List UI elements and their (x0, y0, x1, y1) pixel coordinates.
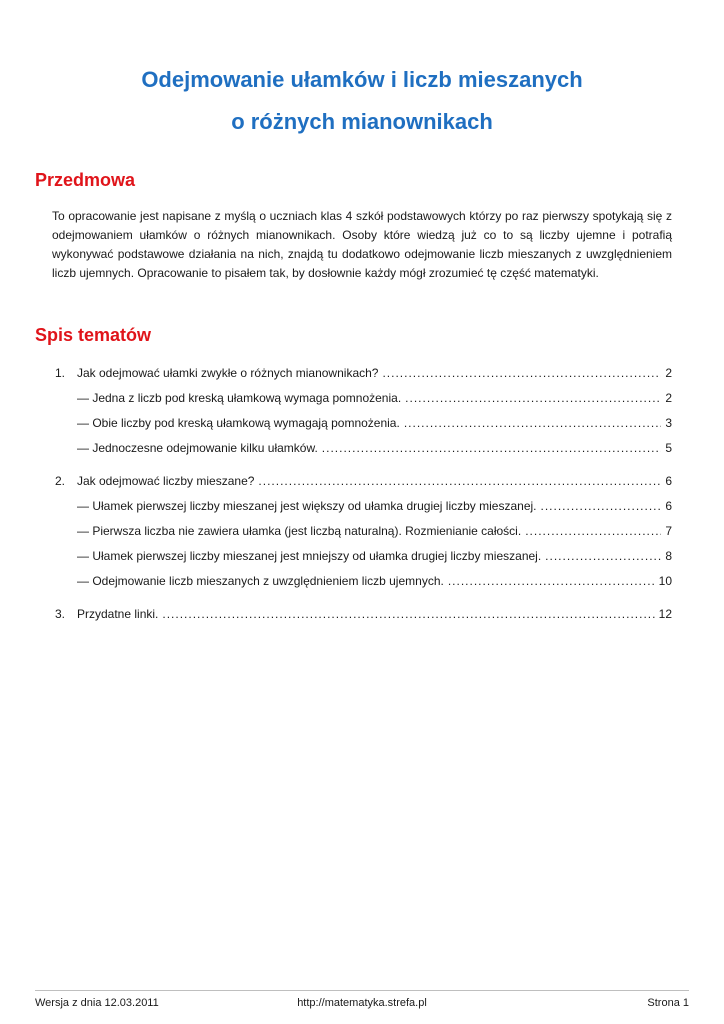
toc-entry-page: 8 (665, 549, 672, 563)
toc-entry-sub[interactable] (55, 496, 672, 521)
toc-dot-leader (405, 388, 661, 408)
footer-version: Wersja z dnia 12.03.2011 (35, 997, 159, 1009)
toc-entry-text: — Jednoczesne odejmowanie kilku ułamków. (77, 441, 318, 455)
toc-entry-text: Jak odejmować ułamki zwykłe o różnych mianownikach? (77, 366, 379, 380)
toc-entry-page: 6 (665, 474, 672, 488)
toc-entry-sub[interactable] (55, 388, 672, 413)
toc-dot-leader (162, 604, 654, 624)
toc-dot-leader (258, 471, 661, 491)
toc-dot-leader (541, 496, 662, 516)
toc-entry-page: 7 (665, 524, 672, 538)
table-of-contents (55, 363, 672, 629)
toc-dot-leader (322, 438, 662, 458)
toc-entry-text: Jak odejmować liczby mieszane? (77, 474, 255, 488)
preface-heading: Przedmowa (35, 170, 136, 190)
toc-entry-page: 2 (665, 391, 672, 405)
toc-entry-text: — Ułamek pierwszej liczby mieszanej jest mniejszy od ułamka drugiej liczby mieszanej. (77, 549, 542, 563)
toc-dot-leader (525, 521, 661, 541)
toc-dot-leader (382, 363, 661, 383)
toc-entry-text: — Pierwsza liczba nie zawiera ułamka (jest liczbą naturalną). Rozmienianie całości. (77, 524, 522, 538)
document-title-line-1: Odejmowanie ułamków i liczb mieszanych (141, 67, 583, 92)
toc-dot-leader (448, 571, 655, 591)
toc-dot-leader (404, 413, 661, 433)
toc-heading: Spis tematów (35, 325, 152, 345)
toc-dot-leader (545, 546, 661, 566)
toc-entry-text: — Ułamek pierwszej liczby mieszanej jest większy od ułamka drugiej liczby mieszanej. (77, 499, 537, 513)
document-title-line-2: o różnych mianownikach (231, 109, 493, 134)
toc-entry-page: 10 (658, 574, 672, 588)
toc-entry-text: — Jedna z liczb pod kreską ułamkową wymaga pomnożenia. (77, 391, 402, 405)
toc-entry-text: — Odejmowanie liczb mieszanych z uwzględnieniem liczb ujemnych. (77, 574, 444, 588)
toc-entry-page: 3 (665, 416, 672, 430)
toc-entry-sub[interactable] (55, 413, 672, 438)
toc-entry-text: Przydatne linki. (77, 607, 159, 621)
toc-entry-sub[interactable] (55, 438, 672, 463)
toc-entry-sub[interactable] (55, 546, 672, 571)
toc-entry-text: — Obie liczby pod kreską ułamkową wymagają pomnożenia. (77, 416, 400, 430)
toc-entry-number: 1. (55, 366, 66, 380)
toc-entry-main[interactable] (55, 604, 672, 629)
toc-entry-number: 3. (55, 607, 66, 621)
toc-entry-number: 2. (55, 474, 66, 488)
toc-entry-page: 2 (665, 366, 672, 380)
preface-text: To opracowanie jest napisane z myślą o uczniach klas 4 szkół podstawowych którzy po raz pierwszy spotykają się z odejmowaniem ułamków o różnych mianownikach. Osoby które wiedzą już co to są liczby ujemne i potrafią wykonywać podstawowe działania na nich, znajdą tu dodatkowo odejmowanie liczb mieszanych z uwzględnieniem liczb ujemnych. Opracowanie to pisałem tak, by dosłownie każdy mógł zrozumieć tę część matematyki. (52, 209, 672, 280)
footer-divider (35, 990, 689, 991)
footer-page-number: Strona 1 (647, 997, 689, 1009)
toc-entry-sub[interactable] (55, 521, 672, 546)
toc-entry-page: 12 (658, 607, 672, 621)
toc-entry-main[interactable] (55, 363, 672, 388)
toc-entry-main[interactable] (55, 471, 672, 496)
toc-entry-sub[interactable] (55, 571, 672, 596)
footer-url-link[interactable]: http://matematyka.strefa.pl (297, 997, 427, 1009)
toc-entry-page: 6 (665, 499, 672, 513)
toc-entry-page: 5 (665, 441, 672, 455)
